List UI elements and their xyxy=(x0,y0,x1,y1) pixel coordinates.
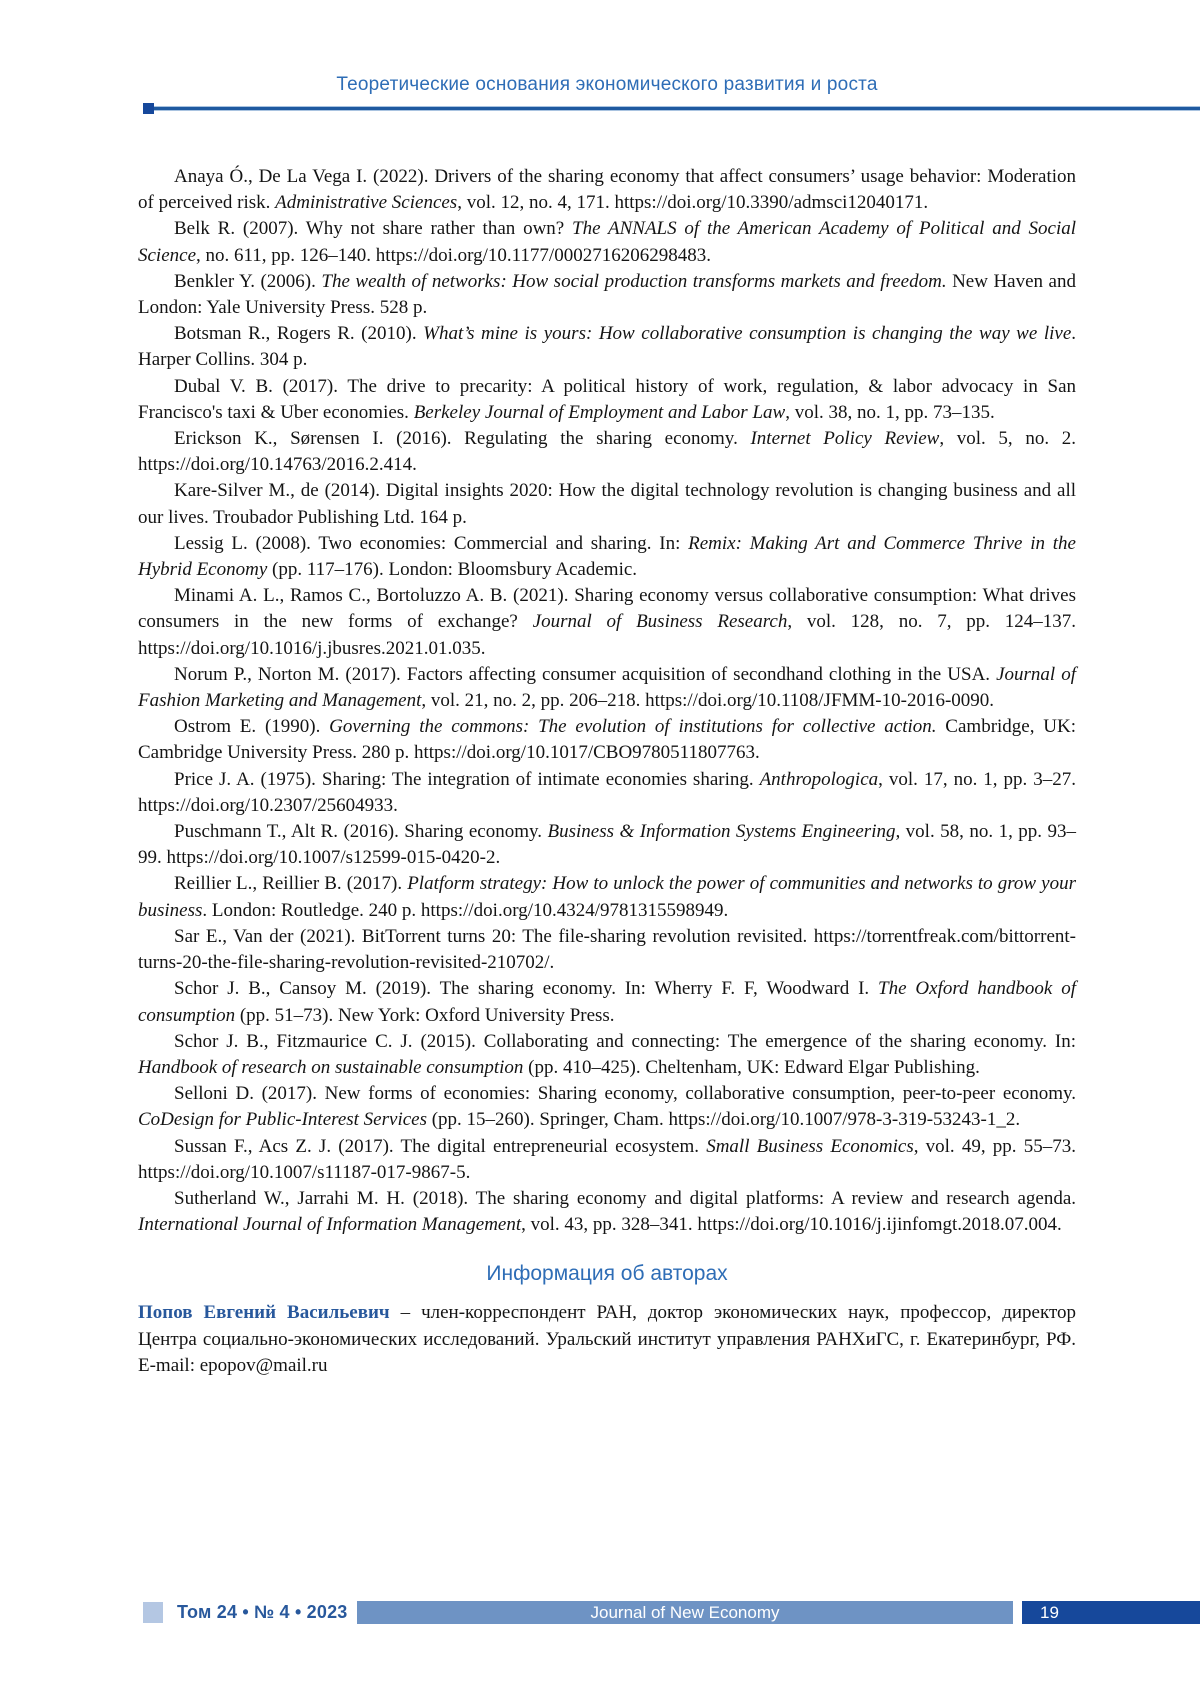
reference-title-italic: Remix: Making Art and Commerce Thrive in the Hybrid Economy xyxy=(138,532,1076,581)
reference-item xyxy=(138,714,1076,766)
reference-text: Selloni D. (2017). New forms of economies: Sharing economy, collaborative consumption, peer-to-peer economy. xyxy=(174,1083,1076,1105)
reference-title-italic: Governing the commons: The evolution of institutions for collective action. xyxy=(329,716,937,738)
footer-page-number-bar xyxy=(1022,1601,1200,1624)
footer-volume-info: Том 24 • № 4 • 2023 xyxy=(177,1602,348,1622)
authors-section-heading: Информация об авторах xyxy=(486,1262,728,1286)
header-rule xyxy=(143,103,1200,114)
reference-text: (pp. 410–425). Cheltenham, UK: Edward Elgar Publishing. xyxy=(523,1056,980,1078)
reference-text: Botsman R., Rogers R. (2010). xyxy=(174,323,424,345)
header-rule-square-icon xyxy=(143,103,154,114)
reference-text: Reillier L., Reillier B. (2017). xyxy=(174,873,408,895)
reference-item xyxy=(138,1134,1076,1186)
reference-text: . London: Routledge. 240 p. https://doi.org/10.4324/9781315598949. xyxy=(202,899,729,921)
footer-accent-square-icon xyxy=(143,1602,163,1623)
reference-title-italic: The Oxford handbook of consumption xyxy=(138,978,1076,1026)
reference-text: , vol. 5, no. 2. https://doi.org/10.14763/2016.2.414. xyxy=(138,428,1076,476)
reference-text: , vol. 43, pp. 328–341. https://doi.org/10.1016/j.ijinfomgt.2018.07.004. xyxy=(521,1214,1062,1236)
reference-text: Sar E., Van der (2021). BitTorrent turns 20: The file-sharing revolution revisited. https://torrentfreak.com/bittorrent-turns-20-the-file-sharing-revolution-revisited-210702/. xyxy=(138,925,1076,974)
running-head-title: Теоретические основания экономического развития и роста xyxy=(336,74,878,95)
reference-item xyxy=(138,976,1076,1028)
reference-item xyxy=(138,478,1076,530)
reference-text: Puschmann T., Alt R. (2016). Sharing economy. xyxy=(174,821,548,843)
reference-title-italic: Berkeley Journal of Employment and Labor Law xyxy=(413,401,786,423)
reference-text: Erickson K., Sørensen I. (2016). Regulating the sharing economy. xyxy=(174,428,751,450)
reference-title-italic: CoDesign for Public-Interest Services xyxy=(138,1109,427,1131)
reference-text: , vol. 49, pp. 55–73. https://doi.org/10.1007/s11187-017-9867-5. xyxy=(138,1135,1076,1183)
reference-item xyxy=(138,1186,1076,1238)
reference-text: , vol. 17, no. 1, pp. 3–27. https://doi.org/10.2307/25604933. xyxy=(138,768,1076,816)
reference-title-italic: The wealth of networks: How social production transforms markets and freedom. xyxy=(321,270,947,292)
reference-text: Minami A. L., Ramos C., Bortoluzzo A. B. (2021). Sharing economy versus collaborative consumption: What drives consumers in the new forms of exchange? xyxy=(138,585,1076,633)
reference-item xyxy=(138,426,1076,478)
reference-text: . Harper Collins. 304 p. xyxy=(138,323,1076,371)
reference-title-italic: Journal of Fashion Marketing and Management xyxy=(138,663,1076,712)
reference-text: Dubal V. B. (2017). The drive to precarity: A political history of work, regulation, & labor advocacy in San Francisco's taxi & Uber economies. xyxy=(138,375,1076,423)
reference-text: Lessig L. (2008). Two economies: Commercial and sharing. In: xyxy=(174,532,689,554)
reference-text: Benkler Y. (2006). xyxy=(174,270,322,292)
footer-journal-bar xyxy=(357,1601,1013,1624)
reference-text: Sutherland W., Jarrahi M. H. (2018). The sharing economy and digital platforms: A review and research agenda. xyxy=(174,1187,1076,1209)
reference-text: , vol. 21, no. 2, pp. 206–218. https://doi.org/10.1108/JFMM-10-2016-0090. xyxy=(421,690,995,712)
reference-text: Schor J. B., Cansoy M. (2019). The sharing economy. In: Wherry F. F, Woodward I. xyxy=(174,978,879,1000)
reference-item xyxy=(138,269,1076,321)
running-head xyxy=(0,0,1200,114)
reference-item xyxy=(138,531,1076,583)
reference-item xyxy=(138,374,1076,426)
author-info-paragraph xyxy=(138,1300,1076,1379)
page-footer xyxy=(143,1601,1200,1624)
author-details: – член-корреспондент РАН, доктор экономических наук, профессор, директор Центра социально-экономических исследований. Уральский институт управления РАНХиГС, г. Екатеринбург, РФ. E-mail: epopov@mail.ru xyxy=(138,1302,1077,1376)
reference-title-italic: Journal of Business Research xyxy=(532,611,788,633)
reference-text: Norum P., Norton M. (2017). Factors affecting consumer acquisition of secondhand clothing in the USA. xyxy=(174,663,997,685)
reference-text: , vol. 12, no. 4, 171. https://doi.org/10.3390/admsci12040171. xyxy=(457,192,929,214)
references-list xyxy=(138,164,1076,1238)
reference-item xyxy=(138,924,1076,976)
reference-text: Anaya Ó., De La Vega I. (2022). Drivers of the sharing economy that affect consumers’ usage behavior: Moderation of perceived risk. xyxy=(138,166,1076,214)
reference-item xyxy=(138,871,1076,923)
reference-text: Schor J. B., Fitzmaurice C. J. (2015). Collaborating and connecting: The emergence of the sharing economy. In: xyxy=(174,1030,1076,1052)
reference-text: Belk R. (2007). Why not share rather than own? xyxy=(174,218,573,240)
reference-title-italic: Internet Policy Review xyxy=(750,428,940,450)
header-rule-line xyxy=(154,107,1200,110)
footer-journal-name: Journal of New Economy xyxy=(590,1602,780,1622)
reference-text: Kare-Silver M., de (2014). Digital insights 2020: How the digital technology revolution is changing business and all our lives. Troubador Publishing Ltd. 164 p. xyxy=(138,480,1076,528)
author-name: Попов Евгений Васильевич xyxy=(138,1302,390,1324)
reference-text: (pp. 51–73). New York: Oxford University Press. xyxy=(235,1004,615,1026)
reference-item xyxy=(138,767,1076,819)
reference-text: Price J. A. (1975). Sharing: The integration of intimate economies sharing. xyxy=(174,768,760,790)
reference-text: , vol. 38, no. 1, pp. 73–135. xyxy=(785,401,995,423)
reference-text: Ostrom E. (1990). xyxy=(174,716,330,738)
reference-title-italic: Administrative Sciences xyxy=(275,192,458,214)
reference-title-italic: What’s mine is yours: How collaborative consumption is changing the way we live xyxy=(423,323,1072,345)
reference-title-italic: International Journal of Information Management xyxy=(138,1214,522,1236)
reference-title-italic: The ANNALS of the American Academy of Political and Social Science xyxy=(138,218,1076,266)
reference-text: , vol. 128, no. 7, pp. 124–137. https://doi.org/10.1016/j.jbusres.2021.01.035. xyxy=(138,611,1077,659)
reference-text: Cambridge, UK: Cambridge University Press. 280 p. https://doi.org/10.1017/CBO9780511807763. xyxy=(138,716,1076,764)
reference-text: , no. 611, pp. 126–140. https://doi.org/10.1177/0002716206298483. xyxy=(196,244,711,266)
reference-text: Sussan F., Acs Z. J. (2017). The digital entrepreneurial ecosystem. xyxy=(174,1135,707,1157)
reference-item xyxy=(138,164,1076,216)
reference-item xyxy=(138,1029,1076,1081)
reference-item xyxy=(138,819,1076,871)
reference-item xyxy=(138,216,1076,268)
reference-text: vol. 58, no. 1, pp. 93–99. https://doi.org/10.1007/s12599-015-0420-2. xyxy=(138,821,1076,869)
reference-item xyxy=(138,1081,1076,1133)
reference-text: (pp. 117–176). London: Bloomsbury Academic. xyxy=(267,559,638,581)
reference-item xyxy=(138,583,1076,662)
reference-title-italic: Platform strategy: How to unlock the power of communities and networks to grow your business xyxy=(138,873,1076,921)
reference-title-italic: Anthropologica xyxy=(759,768,879,790)
footer-page-number: 19 xyxy=(1040,1602,1059,1622)
reference-title-italic: Business & Information Systems Engineering, xyxy=(547,821,901,843)
reference-item xyxy=(138,321,1076,373)
reference-text: New Haven and London: Yale University Press. 528 p. xyxy=(138,270,1076,319)
reference-text: (pp. 15–260). Springer, Cham. https://doi.org/10.1007/978-3-319-53243-1_2. xyxy=(426,1109,1021,1131)
reference-title-italic: Handbook of research on sustainable consumption xyxy=(138,1056,524,1078)
reference-item xyxy=(138,662,1076,714)
reference-title-italic: Small Business Economics xyxy=(706,1135,914,1157)
